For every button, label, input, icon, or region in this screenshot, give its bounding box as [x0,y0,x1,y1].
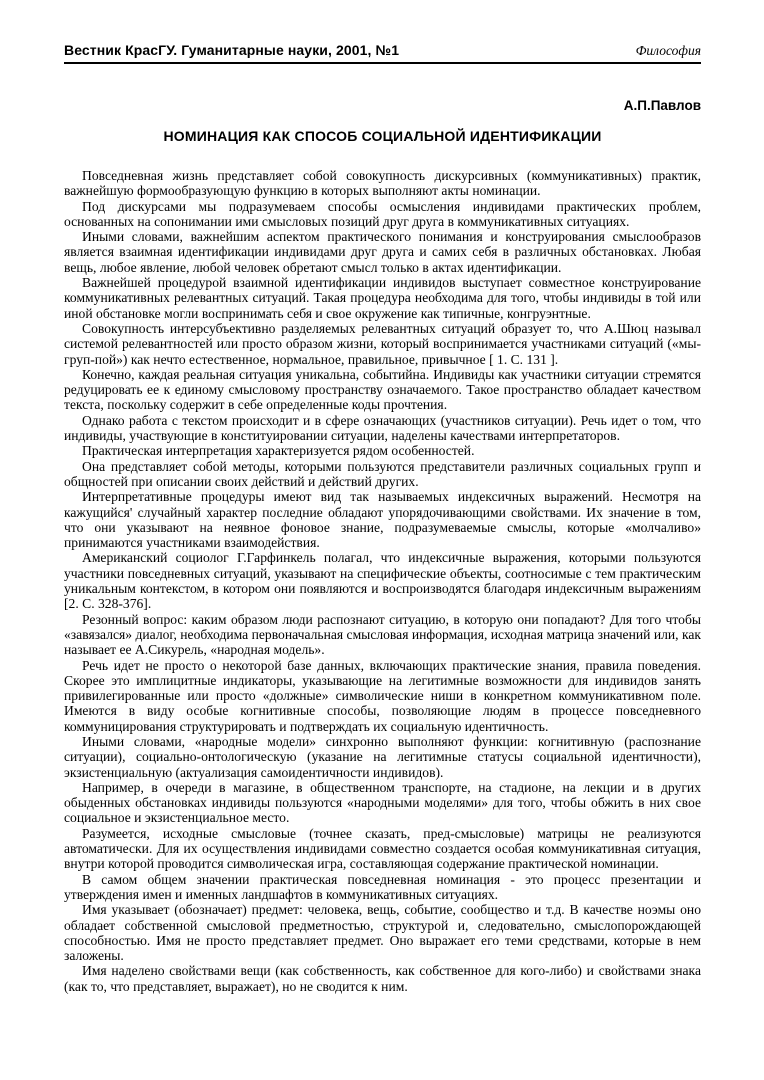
paragraph: Американский социолог Г.Гарфинкель полагал, что индексичные выражения, которыми пользуются участники повседневных ситуаций, указывают на специфические объекты, соотносимые с тем практическим уникальным контекстом, в котором они появляются и воспроизводятся благодаря индексичным выражениям [2. С. 328-376]. [64,550,701,612]
paragraph: Конечно, каждая реальная ситуация уникальна, событийна. Индивиды как участники ситуации стремятся редуцировать ее к единому смысловому пространству означаемого. Такое пространство обладает качеством текста, поскольку содержит в себе определенные коды прочтения. [64,366,701,413]
paragraph: Иными словами, «народные модели» синхронно выполняют функции: когнитивную (распознание ситуации), социально-онтологическую (указание на легитимные статусы социальной идентичности), экзистенциальную (актуализация самоидентичности индивидов). [64,733,701,780]
paragraph: Резонный вопрос: каким образом люди распознают ситуацию, в которую они попадают? Для того чтобы «завязался» диалог, необходима первоначальная смысловая информация, исходная матрица значений или, как называет ее А.Сикурель, «народная модель». [64,611,701,658]
article-body [64,168,701,994]
section-label: Философия [635,43,701,58]
paragraph: Имя указывает (обозначает) предмет: человека, вещь, событие, сообщество и т.д. В качестве ноэмы оно обладает собственной смысловой предметностью, структурой и, следовательно, смыслопорождающей способностью. Имя не просто представляет предмет. Оно выражает его теми средствами, которые в нем заложены. [64,902,701,964]
paragraph: Речь идет не просто о некоторой базе данных, включающих практические знания, правила поведения. Скорее это имплицитные индикаторы, указывающие на легитимные возможности для индивидов занять привилегированные или просто «должные» символические ниши в конкретном коммуникативном поле. Имеются в виду особые когнитивные способы, позволяющие людям в процессе повседневного коммуницирования структурировать и подтверждать их социальную идентичность. [64,657,701,734]
paragraph: Практическая интерпретация характеризуется рядом особенностей. [82,443,475,459]
paragraph: Разумеется, исходные смысловые (точнее сказать, пред-смысловые) матрицы не реализуются автоматически. Для их осуществления индивидами совместно создается особая коммуникативная ситуация, внутри которой проводится символическая игра, составляющая содержание практической номинации. [64,825,701,872]
paragraph: Иными словами, важнейшим аспектом практического понимания и конструирования смыслообразов является взаимная идентификации индивидами друг друга и самих себя в различных обстановках. Любая вещь, любое явление, любой человек обретают смысл только в актах идентификации. [64,229,701,275]
paragraph: Она представляет собой методы, которыми пользуются представители различных социальных групп и общностей при описании своих действий и действий других. [64,458,701,489]
paragraph: Интерпретативные процедуры имеют вид так называемых индексичных выражений. Несмотря на кажущийся' случайный характер последние обладают упорядочивающими свойствами. Их значение в том, что они указывают на неявное фоновое знание, подразумеваемые смыслы, которые «молчаливо» принимаются участниками взаимодействия. [64,489,701,551]
author-name: А.П.Павлов [623,98,701,113]
paragraph: Под дискурсами мы подразумеваем способы осмысления индивидами практических проблем, основанных на сопонимании ими смысловых позиций друг друга в коммуникативных ситуациях. [64,198,701,229]
paragraph: Важнейшей процедурой взаимной идентификации индивидов выступает совместное конструирование коммуникативных релевантных ситуаций. Такая процедура необходима для того, чтобы индивиды в той или иной обстановке могли воспринимать себя и свое окружение как типичные, конгруэнтные. [64,275,701,321]
paragraph: Например, в очереди в магазине, в общественном транспорте, на стадионе, на лекции и в других обыденных обстановках индивиды пользуются «народными моделями» для того, чтобы обжить в них свое социальное и экзистенциальное место. [64,779,701,826]
article-title: НОМИНАЦИЯ КАК СПОСОБ СОЦИАЛЬНОЙ ИДЕНТИФИКАЦИИ [163,128,602,144]
paragraph: Повседневная жизнь представляет собой совокупность дискурсивных (коммуникативных) практик, важнейшую формообразующую функцию в которых выполняют акты номинации. [64,168,701,199]
paragraph: Однако работа с текстом происходит и в сфере означающих (участников ситуации). Речь идет о том, что индивиды, участвующие в конституировании ситуации, наделены качествами интерпретаторов. [64,412,701,444]
paragraph: В самом общем значении практическая повседневная номинация - это процесс презентации и утверждения имен и именных ландшафтов в коммуникативных ситуациях. [64,871,701,902]
journal-name: Вестник КрасГУ. Гуманитарные науки, 2001, №1 [64,42,400,58]
paragraph: Имя наделено свойствами вещи (как собственность, как собственное для кого-либо) и свойствами знака (как то, что представляет, выражает), но не сводится к ним. [64,963,701,994]
paragraph: Совокупность интерсубъективно разделяемых релевантных ситуаций образует то, что А.Шюц называл системой релевантностей или просто образом жизни, который воспринимается участниками ситуаций («мы-груп-пой») как нечто естественное, нормальное, правильное, привычное [ 1. С. 131 ]. [64,320,701,367]
journal-header [64,42,701,64]
